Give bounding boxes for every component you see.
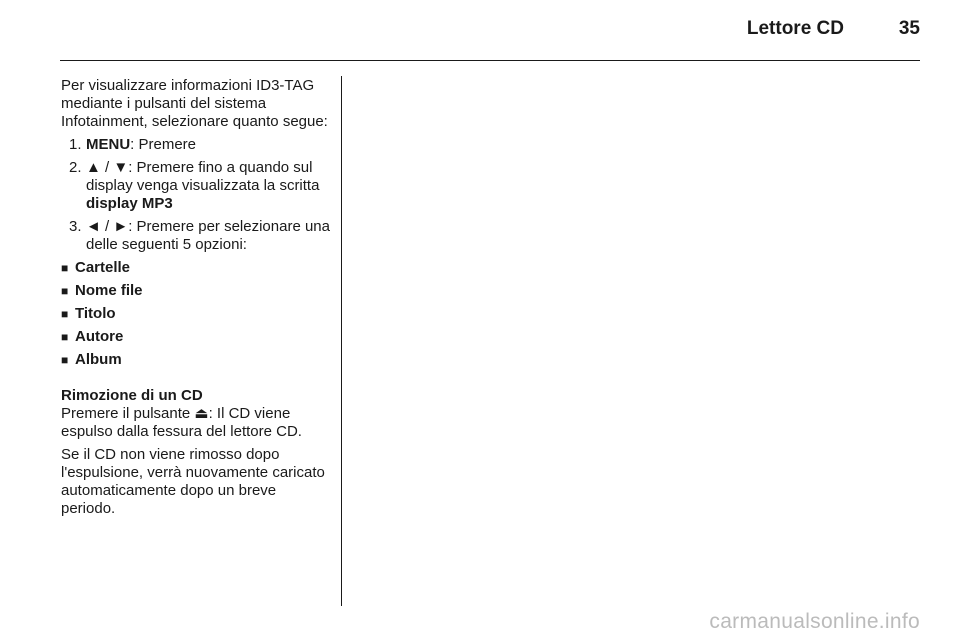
bullet-square-icon: ■ <box>61 307 69 321</box>
eject-icon: ⏏ <box>194 405 209 422</box>
step-key: MENU <box>86 136 131 153</box>
list-item <box>61 305 331 323</box>
step-text: : Premere per selezionare una delle seguenti 5 opzioni: <box>86 218 330 253</box>
page-header-title: Lettore CD <box>746 18 844 39</box>
step-text: : Premere <box>130 136 197 153</box>
header-rule <box>60 60 920 61</box>
eject-text-before: Premere il pulsante <box>61 405 195 422</box>
step-number: 3. <box>69 218 82 235</box>
option-label: Titolo <box>75 305 116 322</box>
bullet-square-icon: ■ <box>61 330 69 344</box>
step-item <box>61 159 331 213</box>
list-item <box>61 328 331 346</box>
left-column <box>61 77 331 518</box>
watermark: carmanualsonline.info <box>709 610 920 633</box>
arrow-left-right-icon: ◄ / ► <box>86 218 129 235</box>
step-item <box>61 136 331 154</box>
bullet-square-icon: ■ <box>61 261 69 275</box>
steps-list <box>61 136 331 254</box>
eject-text-after: : Il CD viene espulso dalla fessura del lettore CD. <box>61 405 302 440</box>
options-list <box>61 259 331 369</box>
bullet-square-icon: ■ <box>61 353 69 367</box>
reload-paragraph: Se il CD non viene rimosso dopo l'espulsione, verrà nuovamente caricato automaticamente dopo un breve periodo. <box>61 446 325 517</box>
option-label: Nome file <box>75 282 143 299</box>
step-text: : Premere fino a quando sul display venga visualizzata la scritta <box>86 159 320 194</box>
list-item <box>61 259 331 277</box>
page-number: 35 <box>898 18 920 39</box>
step-number: 2. <box>69 159 82 176</box>
list-item <box>61 282 331 300</box>
column-divider <box>341 76 342 606</box>
bullet-square-icon: ■ <box>61 284 69 298</box>
list-item <box>61 351 331 369</box>
option-label: Cartelle <box>75 259 131 276</box>
option-label: Album <box>75 351 122 368</box>
option-label: Autore <box>75 328 124 345</box>
intro-paragraph: Per visualizzare informazioni ID3-TAG mediante i pulsanti del sistema Infotainment, selezionare quanto segue: <box>61 77 328 130</box>
step-text-bold: display MP3 <box>86 195 173 212</box>
step-item <box>61 218 331 254</box>
section-heading: Rimozione di un CD <box>61 387 203 404</box>
eject-paragraph <box>61 405 331 441</box>
arrow-up-down-icon: ▲ / ▼ <box>86 159 129 176</box>
step-number: 1. <box>69 136 82 153</box>
